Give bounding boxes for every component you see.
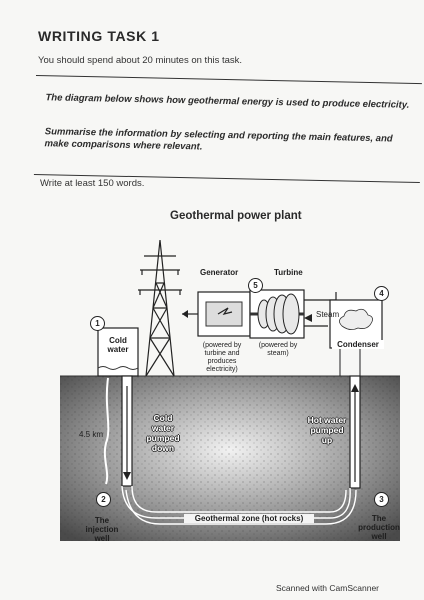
production-well-label: The production well: [358, 514, 400, 541]
turbine-blades: [258, 294, 299, 334]
step-4-marker: 4: [374, 286, 389, 301]
geothermal-diagram: [60, 228, 400, 568]
task-prompt-box: [34, 75, 422, 183]
task-heading: WRITING TASK 1: [38, 28, 160, 44]
cold-water-pumped-label: Cold water pumped down: [146, 413, 180, 453]
turbine-note: (powered by steam): [258, 342, 298, 357]
geothermal-zone-label: Geothermal zone (hot rocks): [184, 514, 314, 523]
task-prompt-instruction: Summarise the information by selecting and reporting the main features, and make comparisons where relevant.: [44, 126, 393, 153]
injection-well-label: The injection well: [85, 516, 119, 543]
task-prompt-description: The diagram below shows how geothermal energy is used to produce electricity.: [45, 92, 410, 111]
depth-label: 4.5 km: [78, 430, 103, 439]
pylon: [138, 240, 182, 376]
hot-water-pumped-label: Hot water pumped up: [307, 415, 347, 445]
step-1-marker: 1: [90, 316, 105, 331]
steam-arrow: [304, 314, 312, 322]
diagram-title: Geothermal power plant: [170, 210, 302, 222]
condenser-return-pipe: [340, 348, 360, 376]
time-instruction: You should spend about 20 minutes on this task.: [38, 55, 243, 66]
step-5-marker: 5: [248, 278, 263, 293]
word-count-instruction: Write at least 150 words.: [40, 178, 145, 189]
steam-label: Steam: [316, 310, 340, 319]
condenser-label: Condenser: [332, 340, 384, 349]
electricity-arrow: [182, 310, 188, 318]
generator-note: (powered by turbine and produces electricity): [202, 342, 242, 373]
turbine-label: Turbine: [274, 268, 303, 277]
cold-water-label: Cold water: [107, 336, 129, 354]
generator-label: Generator: [200, 268, 239, 277]
step-2-marker: 2: [96, 492, 111, 507]
step-3-marker: 3: [374, 492, 389, 507]
scanner-watermark: Scanned with CamScanner: [276, 583, 380, 593]
